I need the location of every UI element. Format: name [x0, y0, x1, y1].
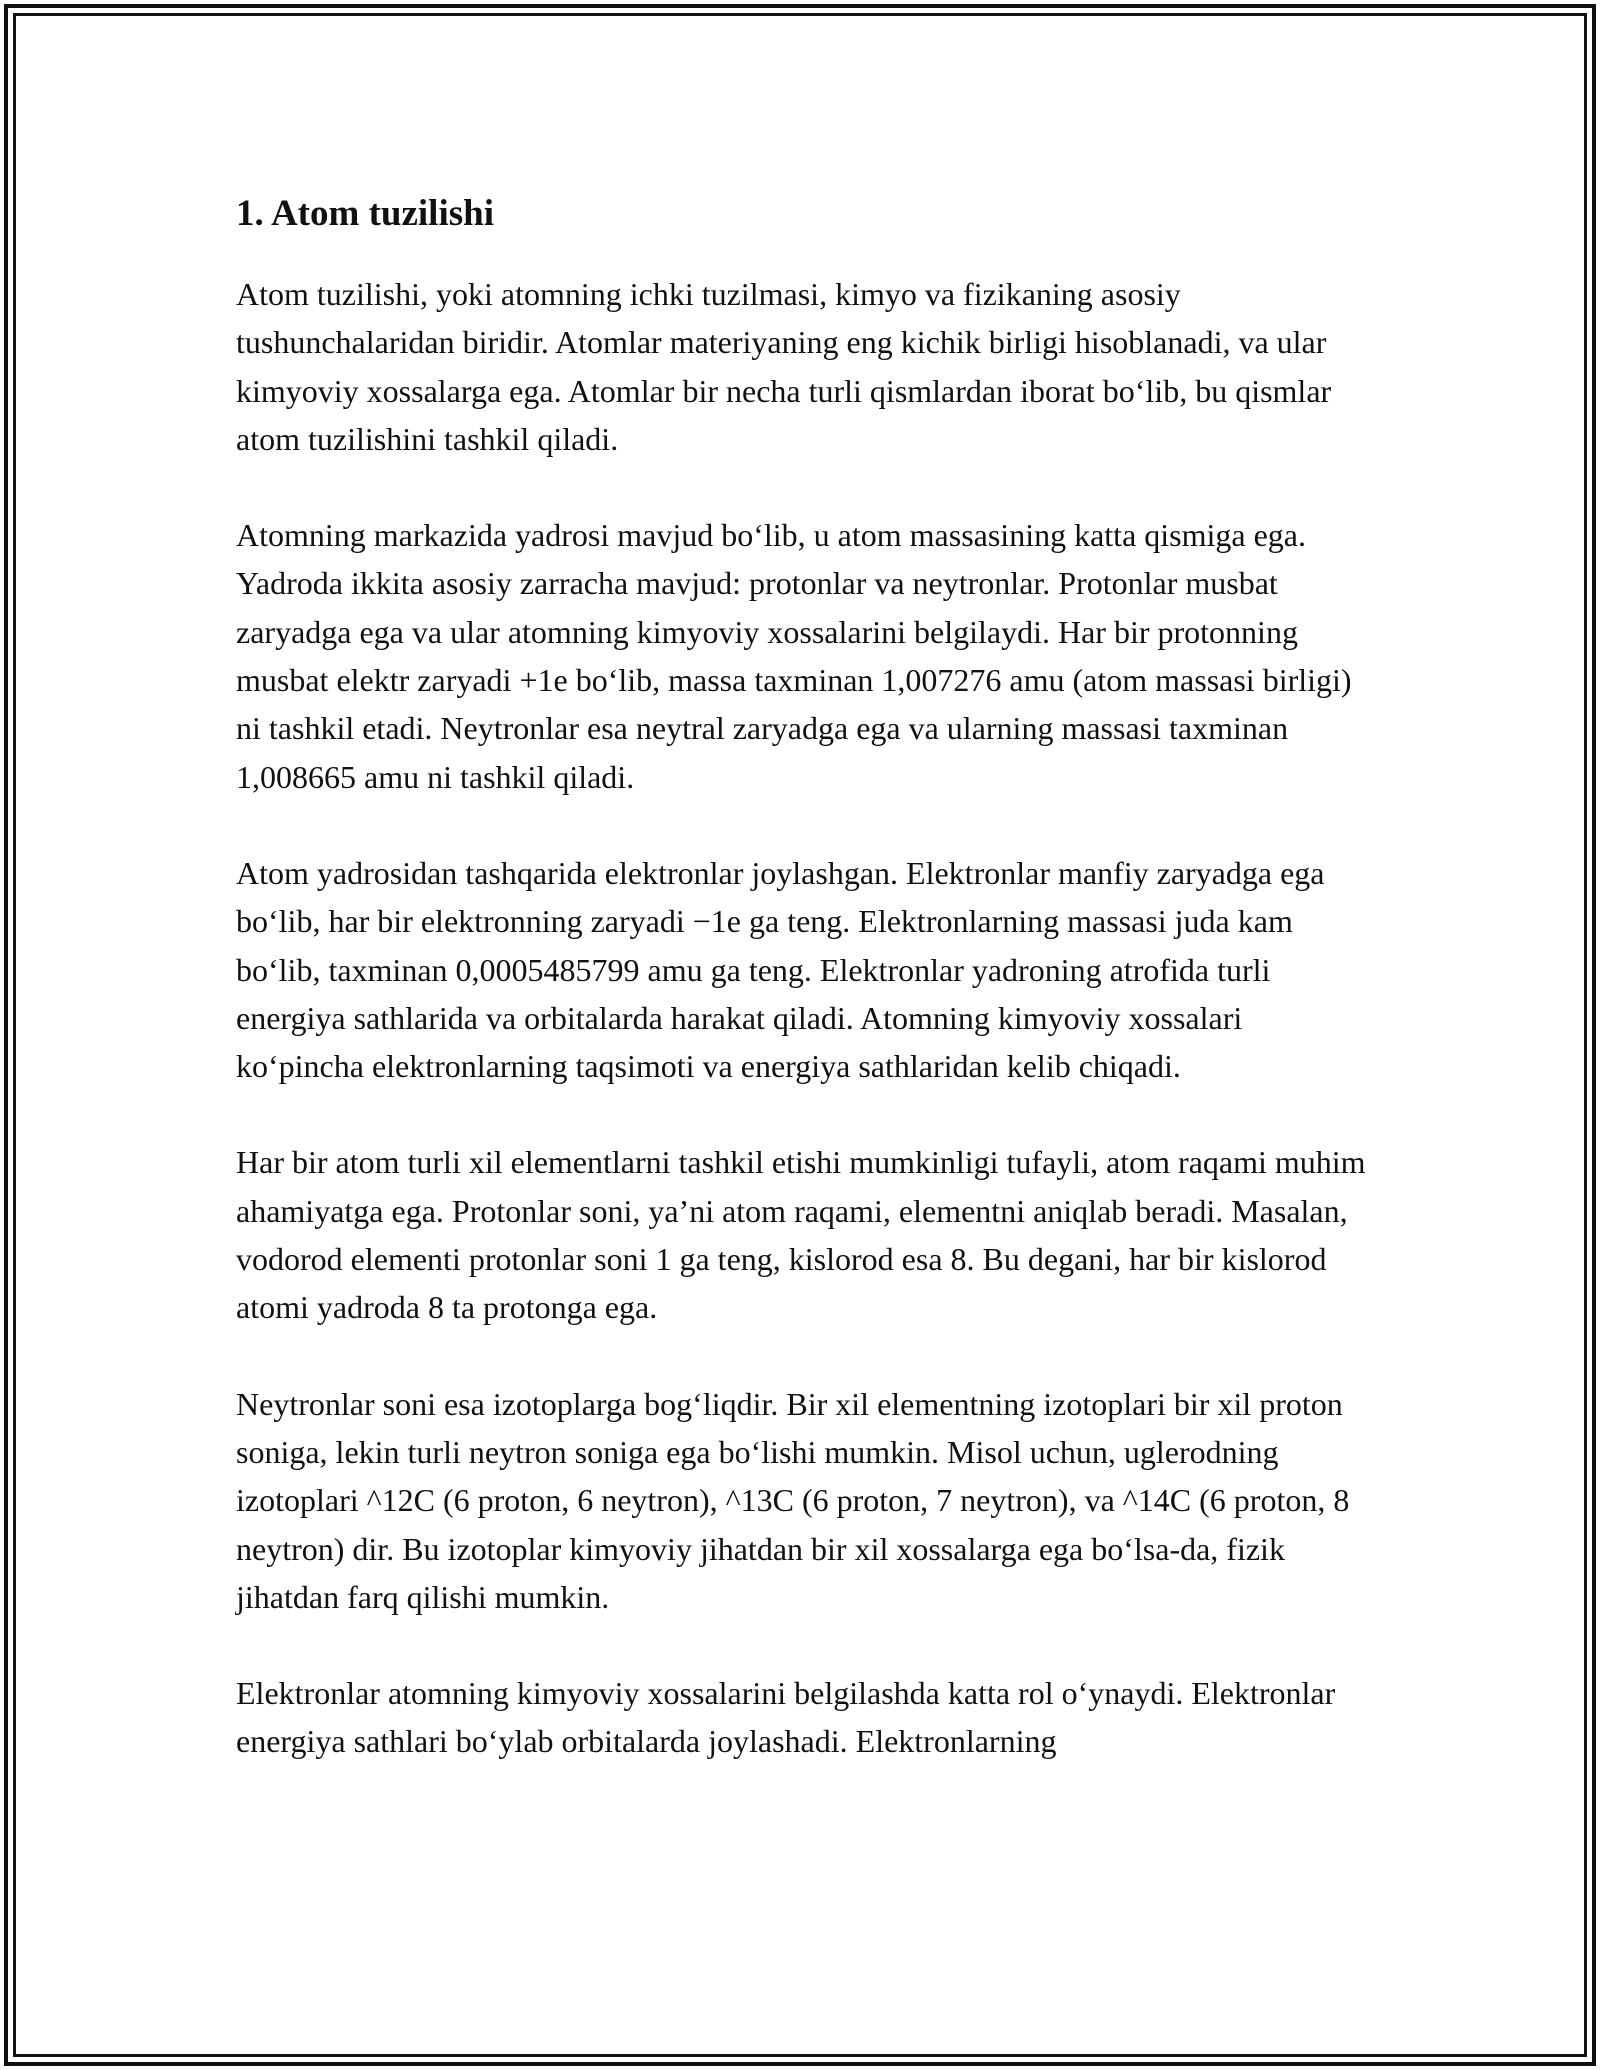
paragraph-intro: Atom tuzilishi, yoki atomning ichki tuzilmasi, kimyo va fizikaning asosiy tushunchalaridan biridir. Atomlar materiyaning eng kichik birligi hisoblanadi, va ular kimyoviy xossalarga ega. Atomlar bir necha turli qismlardan iborat bo‘lib, bu qismlar atom tuzilishini tashkil qiladi. [236, 276, 1332, 457]
paragraph-atomic-number: Har bir atom turli xil elementlarni tashkil etishi mumkinligi tufayli, atom raqami muhim ahamiyatga ega. Protonlar soni, ya’ni atom raqami, elementni aniqlab beradi. Masalan, vodorod elementi protonlar soni 1 ga teng, kislorod esa 8. Bu degani, har bir kislorod atomi yadroda 8 ta protonga ega. [236, 1144, 1366, 1326]
section-title: 1. Atom tuzilishi [236, 193, 494, 234]
paragraph-electrons: Atom yadrosidan tashqarida elektronlar joylashgan. Elektronlar manfiy zaryadga ega bo‘lib, har bir elektronning zaryadi −1e ga teng. Elektronlarning massasi juda kam bo‘lib, taxminan 0,0005485799 amu ga teng. Elektronlar yadroning atrofida turli energiya sathlarida va orbitalarda harakat qiladi. Atomning kimyoviy xossalari ko‘pincha elektronlarning taqsimoti va energiya sathlaridan kelib chiqadi. [236, 854, 1325, 1085]
paragraph-nucleus: Atomning markazida yadrosi mavjud bo‘lib, u atom massasining katta qismiga ega. Yadroda ikkita asosiy zarracha mavjud: protonlar va neytronlar. Protonlar musbat zaryadga ega va ular atomning kimyoviy xossalarini belgilaydi. Har bir protonning musbat elektr zaryadi +1e bo‘lib, massa taxminan 1,007276 amu (atom massasi birligi) ni tashkil etadi. Neytronlar esa neytral zaryadga ega va ularning massasi taxminan 1,008665 amu ni tashkil qiladi. [236, 517, 1352, 795]
document-body [236, 188, 1376, 1814]
paragraph-isotopes: Neytronlar soni esa izotoplarga bog‘liqdir. Bir xil elementning izotoplari bir xil proton soniga, lekin turli neytron soniga ega bo‘lishi mumkin. Misol uchun, uglerodning izotoplari ^12C (6 proton, 6 neytron), ^13C (6 proton, 7 neytron), va ^14C (6 proton, 8 neytron) dir. Bu izotoplar kimyoviy jihatdan bir xil xossalarga ega bo‘lsa-da, fizik jihatdan farq qilishi mumkin. [236, 1385, 1350, 1615]
paragraph-electron-role: Elektronlar atomning kimyoviy xossalarini belgilashda katta rol o‘ynaydi. Elektronlar energiya sathlari bo‘ylab orbitalarda joylashadi. Elektronlarning [236, 1675, 1336, 1760]
